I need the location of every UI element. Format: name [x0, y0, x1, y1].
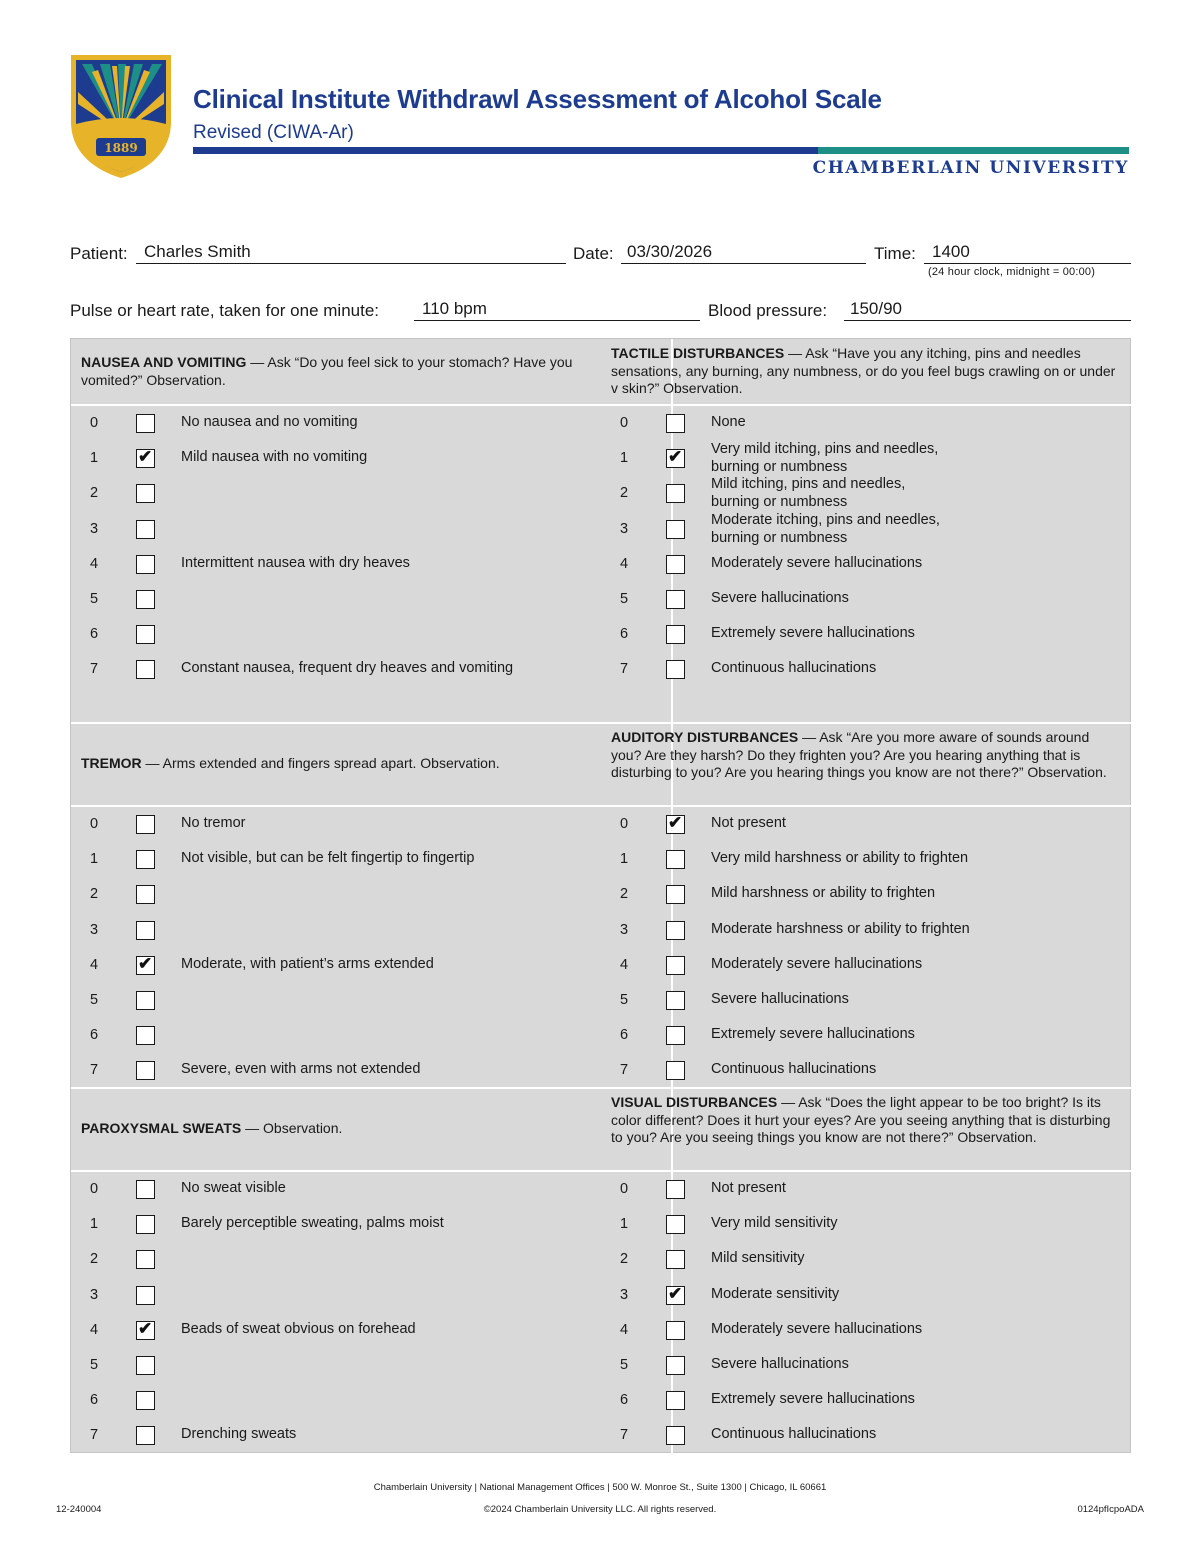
description-line: Drenching sweats [181, 1426, 297, 1443]
score-number: 5 [619, 1357, 629, 1373]
description-line: Moderate itching, pins and needles, [711, 511, 940, 528]
score-description [181, 1320, 416, 1338]
description-line: Moderate sensitivity [711, 1285, 840, 1302]
score-description [711, 955, 922, 973]
section-prompt: — Observation. [241, 1120, 343, 1137]
score-description [711, 1355, 849, 1373]
score-row [614, 1355, 1114, 1385]
description-line: Extremely severe hallucinations [711, 1391, 915, 1408]
score-number: 6 [619, 626, 629, 643]
score-row [84, 448, 584, 478]
description-line-2: burning or numbness [711, 459, 848, 476]
footer-doc-code: 0124pfIcpoADA [1077, 1504, 1144, 1515]
form-subtitle: Revised (CIWA-Ar) [193, 122, 354, 143]
description-line: Continuous hallucinations [711, 660, 877, 677]
score-number: 6 [619, 1392, 629, 1409]
section-title: AUDITORY DISTURBANCES [611, 729, 799, 745]
score-checkbox[interactable] [136, 815, 155, 834]
score-row [614, 476, 1114, 513]
description-line: Severe hallucinations [711, 590, 849, 606]
score-description [711, 554, 922, 572]
description-line: Mild itching, pins and needles, [711, 476, 906, 493]
score-number: 3 [89, 1286, 99, 1303]
date-field[interactable] [573, 240, 866, 264]
score-description [711, 884, 935, 902]
score-checkbox[interactable] [136, 520, 155, 539]
score-checkbox[interactable] [666, 1026, 685, 1045]
score-description [181, 1425, 296, 1443]
checkmark-icon: ✔ [668, 1283, 683, 1303]
score-number: 1 [619, 450, 629, 467]
score-number: 7 [619, 1427, 629, 1444]
header-rule-teal [818, 147, 1129, 154]
score-number: 2 [89, 1251, 99, 1268]
score-checkbox[interactable] [666, 885, 685, 904]
score-number: 0 [619, 816, 629, 832]
patient-label: Patient: [70, 244, 128, 263]
score-row [614, 659, 1114, 689]
score-row [84, 624, 584, 654]
score-number: 7 [619, 661, 629, 678]
score-row [84, 659, 584, 689]
score-row [614, 1179, 1114, 1209]
score-checkbox[interactable] [666, 590, 685, 609]
description-line: Severe hallucinations [711, 1356, 849, 1372]
section-title: VISUAL DISTURBANCES [611, 1094, 778, 1110]
description-line: Severe hallucinations [711, 991, 849, 1007]
footer-copyright: ©2024 Chamberlain University LLC. All rights reserved. [483, 1504, 717, 1515]
section-header-auditory [611, 729, 1116, 782]
score-row [614, 1214, 1114, 1244]
pulse-field[interactable] [70, 297, 700, 321]
score-number: 4 [619, 1321, 629, 1338]
score-checkbox[interactable] [136, 625, 155, 644]
description-line: Very mild itching, pins and needles, [711, 441, 939, 458]
section-title: TREMOR [81, 755, 142, 772]
score-number: 3 [89, 520, 99, 537]
score-number: 1 [89, 450, 99, 467]
checkmark-icon: ✔ [138, 953, 153, 973]
description-line: Severe, even with arms not extended [181, 1061, 421, 1078]
section-title: TACTILE DISTURBANCES [611, 345, 785, 362]
score-description [711, 659, 876, 677]
description-line: Moderate harshness or ability to frighten [711, 920, 970, 937]
description-line: None [711, 414, 746, 430]
checkmark-icon: ✔ [668, 447, 683, 467]
score-number: 4 [619, 956, 629, 973]
description-line: Mild nausea with no vomiting [181, 449, 368, 466]
score-checkbox[interactable] [666, 484, 685, 503]
score-checkbox[interactable] [136, 1391, 155, 1410]
date-label: Date: [573, 244, 614, 263]
header-divider [71, 805, 1132, 807]
score-checkbox[interactable] [136, 953, 155, 975]
score-description [711, 990, 849, 1008]
score-row [614, 884, 1114, 914]
score-checkbox[interactable] [666, 1426, 685, 1445]
time-label: Time: [874, 244, 916, 263]
score-row [614, 413, 1114, 443]
score-row [614, 990, 1114, 1020]
score-description [711, 849, 968, 867]
score-number: 3 [89, 921, 99, 938]
score-row [614, 511, 1114, 549]
score-checkbox[interactable] [666, 1250, 685, 1269]
score-number: 6 [89, 1027, 99, 1044]
score-row [84, 554, 584, 584]
score-description [181, 1214, 444, 1232]
university-name: CHAMBERLAIN UNIVERSITY [812, 158, 1129, 178]
university-crest-logo [68, 52, 174, 180]
score-checkbox[interactable] [666, 921, 685, 940]
score-description [711, 511, 940, 547]
score-number: 7 [89, 661, 99, 678]
score-checkbox[interactable] [136, 555, 155, 574]
checkmark-icon: ✔ [668, 813, 683, 832]
bp-label: Blood pressure: [708, 301, 828, 320]
score-row [84, 1285, 584, 1315]
score-row [614, 955, 1114, 985]
description-line: Moderately severe hallucinations [711, 554, 923, 571]
description-line: Not visible, but can be felt fingertip to fingertip [181, 850, 475, 867]
score-checkbox[interactable] [666, 815, 685, 834]
score-row [84, 1214, 584, 1244]
description-line: Moderately severe hallucinations [711, 1320, 923, 1337]
score-row [84, 589, 584, 619]
score-checkbox[interactable] [666, 1391, 685, 1410]
score-checkbox[interactable] [136, 1426, 155, 1445]
score-checkbox[interactable] [136, 590, 155, 609]
description-line: No nausea and no vomiting [181, 414, 358, 430]
score-row [84, 1179, 584, 1209]
score-row [84, 519, 584, 549]
score-description [711, 1179, 786, 1197]
score-number: 5 [89, 591, 99, 607]
score-checkbox[interactable] [666, 1283, 685, 1305]
score-checkbox[interactable] [136, 1286, 155, 1305]
section-header-nausea [81, 354, 591, 389]
description-line: Very mild sensitivity [711, 1215, 838, 1232]
description-line: Moderately severe hallucinations [711, 955, 923, 972]
score-row [614, 849, 1114, 879]
bp-field[interactable] [708, 297, 1131, 321]
checkmark-icon: ✔ [138, 447, 153, 467]
score-number: 4 [89, 956, 99, 973]
score-row [614, 1249, 1114, 1279]
section-header-tremor [81, 755, 591, 773]
footer-address: Chamberlain University | National Management Offices | 500 W. Monroe St., Suite 1300 | Chicago, IL 60661 [373, 1482, 827, 1493]
score-row [614, 1025, 1114, 1055]
score-number: 1 [89, 851, 99, 868]
score-checkbox[interactable] [136, 1026, 155, 1045]
score-row [614, 1320, 1114, 1350]
score-row [614, 441, 1114, 478]
score-description [711, 475, 905, 511]
score-number: 1 [619, 851, 629, 868]
description-line: Barely perceptible sweating, palms moist [181, 1215, 444, 1232]
score-number: 1 [619, 1216, 629, 1233]
bp-value[interactable]: 150/90 [850, 299, 902, 318]
score-description [181, 1179, 286, 1197]
score-number: 6 [89, 1392, 99, 1409]
score-description [711, 589, 849, 607]
score-number: 2 [619, 886, 629, 903]
section-header-sweats [81, 1120, 591, 1138]
score-number: 4 [89, 555, 99, 572]
description-line: Not present [711, 1180, 786, 1196]
score-description [181, 448, 367, 466]
score-number: 2 [89, 886, 99, 903]
score-number: 7 [89, 1427, 99, 1444]
description-line: Continuous hallucinations [711, 1061, 877, 1078]
score-checkbox[interactable] [136, 1180, 155, 1199]
score-checkbox[interactable] [666, 625, 685, 644]
score-number: 6 [619, 1027, 629, 1044]
score-row [84, 990, 584, 1020]
description-line: Mild harshness or ability to frighten [711, 885, 936, 902]
score-row [84, 920, 584, 950]
score-number: 0 [89, 816, 99, 832]
score-description [711, 920, 970, 938]
score-row [84, 1060, 584, 1090]
score-checkbox[interactable] [136, 1356, 155, 1375]
patient-field[interactable] [70, 240, 566, 264]
description-line: No tremor [181, 815, 246, 831]
score-number: 7 [89, 1062, 99, 1079]
assessment-grid [70, 338, 1131, 1453]
description-line: Mild sensitivity [711, 1250, 805, 1267]
header-divider [71, 1170, 1132, 1172]
score-checkbox[interactable] [136, 991, 155, 1010]
score-row [84, 884, 584, 914]
score-checkbox[interactable] [136, 449, 155, 468]
score-row [614, 1285, 1114, 1315]
score-number: 4 [89, 1321, 99, 1338]
score-description [711, 1214, 838, 1232]
score-row [84, 814, 584, 844]
score-number: 0 [619, 1181, 629, 1197]
section-prompt: — Ask “Are you more aware of sounds around you? Are they harsh? Do they frighten you? Are you hearing anything that is disturbing to you? Are you hearing things you know are not there?” Observation. [611, 729, 1107, 780]
score-description [711, 1425, 876, 1443]
score-description [711, 1025, 915, 1043]
section-prompt: — Ask “Do you feel sick to your stomach? Have you vomited?” Observation. [81, 354, 573, 388]
score-description [181, 849, 474, 867]
description-line: Moderate, with patient’s arms extended [181, 955, 434, 972]
time-format-note: (24 hour clock, midnight = 00:00) [928, 266, 1096, 278]
score-description [711, 1390, 915, 1408]
pulse-value[interactable]: 110 bpm [422, 299, 487, 318]
score-row [614, 554, 1114, 584]
score-number: 2 [619, 1251, 629, 1268]
score-checkbox[interactable] [666, 1321, 685, 1340]
form-title: Clinical Institute Withdrawl Assessment of Alcohol Scale [193, 84, 882, 114]
section-divider [71, 1087, 1132, 1089]
score-number: 5 [619, 992, 629, 1008]
section-prompt: — Arms extended and fingers spread apart. Observation. [141, 755, 500, 772]
footer-form-code: 12-240004 [56, 1504, 102, 1515]
description-line-2: burning or numbness [711, 529, 848, 546]
score-number: 0 [89, 1181, 99, 1197]
score-row [614, 920, 1114, 950]
description-line: Continuous hallucinations [711, 1426, 877, 1443]
score-row [84, 1355, 584, 1385]
time-value[interactable]: 1400 [932, 242, 970, 261]
score-row [614, 1390, 1114, 1420]
section-title: NAUSEA AND VOMITING [81, 354, 247, 370]
score-checkbox[interactable] [136, 921, 155, 940]
score-number: 0 [619, 415, 629, 431]
score-checkbox[interactable] [666, 956, 685, 975]
score-checkbox[interactable] [136, 1318, 155, 1340]
score-description [711, 413, 746, 431]
score-number: 0 [89, 415, 99, 431]
section-title: PAROXYSMAL SWEATS [81, 1120, 242, 1137]
section-divider [71, 722, 1132, 724]
section-prompt: — Ask “Have you any itching, pins and needles sensations, any burning, any numbness, or do you feel bugs crawling on or under v skin?” Observation. [611, 345, 1116, 397]
score-number: 7 [619, 1062, 629, 1079]
score-checkbox[interactable] [666, 414, 685, 433]
crest-year: 1889 [104, 141, 138, 155]
score-description [181, 554, 410, 572]
score-checkbox[interactable] [666, 449, 685, 468]
score-description [181, 955, 434, 973]
score-checkbox[interactable] [666, 1061, 685, 1080]
score-checkbox[interactable] [136, 850, 155, 869]
pulse-label: Pulse or heart rate, taken for one minute: [70, 301, 380, 320]
score-number: 6 [89, 626, 99, 643]
score-row [84, 1390, 584, 1420]
section-header-visual [611, 1094, 1116, 1147]
score-number: 2 [619, 485, 629, 502]
score-description [181, 1060, 420, 1078]
header-rule-navy [193, 147, 818, 154]
score-checkbox[interactable] [666, 555, 685, 574]
score-checkbox[interactable] [136, 885, 155, 904]
score-row [84, 1425, 584, 1455]
header-divider [71, 404, 1132, 406]
score-row [84, 483, 584, 513]
score-checkbox[interactable] [136, 1250, 155, 1269]
score-description [711, 1249, 804, 1267]
description-line: Intermittent nausea with dry heaves [181, 554, 410, 571]
score-row [84, 1320, 584, 1350]
date-value[interactable]: 03/30/2026 [627, 242, 713, 261]
score-checkbox[interactable] [136, 1061, 155, 1080]
score-number: 4 [619, 555, 629, 572]
score-checkbox[interactable] [666, 991, 685, 1010]
score-number: 1 [89, 1216, 99, 1233]
score-checkbox[interactable] [666, 1180, 685, 1199]
score-row [84, 849, 584, 879]
score-description [181, 659, 513, 677]
description-line: Very mild harshness or ability to frighten [711, 850, 969, 867]
score-checkbox[interactable] [136, 484, 155, 503]
patient-value[interactable]: Charles Smith [144, 242, 251, 261]
score-checkbox[interactable] [136, 660, 155, 679]
score-number: 5 [619, 591, 629, 607]
score-row [614, 589, 1114, 619]
score-checkbox[interactable] [136, 414, 155, 433]
score-checkbox[interactable] [666, 520, 685, 539]
section-header-tactile [611, 345, 1116, 398]
checkmark-icon: ✔ [138, 1318, 153, 1338]
description-line: Extremely severe hallucinations [711, 625, 915, 642]
score-description [711, 1320, 922, 1338]
score-number: 3 [619, 1286, 629, 1303]
score-checkbox[interactable] [666, 1215, 685, 1234]
score-number: 5 [89, 992, 99, 1008]
score-checkbox[interactable] [666, 1356, 685, 1375]
score-row [614, 624, 1114, 654]
description-line: No sweat visible [181, 1180, 286, 1196]
section-prompt: — Ask “Does the light appear to be too bright? Is its color different? Does it hurt your eyes? Are you seeing anything that is disturbing to you? Are you seeing things you know are not there?” Observation. [611, 1094, 1111, 1145]
score-number: 3 [619, 921, 629, 938]
score-description [711, 1285, 839, 1303]
score-row [614, 1425, 1114, 1455]
score-checkbox[interactable] [136, 1215, 155, 1234]
score-row [84, 1025, 584, 1055]
description-line: Extremely severe hallucinations [711, 1026, 915, 1043]
score-number: 2 [89, 485, 99, 502]
score-row [84, 413, 584, 443]
time-field[interactable] [874, 240, 1131, 264]
score-description [711, 624, 915, 642]
score-row [614, 814, 1114, 844]
score-description [181, 413, 358, 431]
score-description [181, 814, 245, 832]
score-checkbox[interactable] [666, 660, 685, 679]
score-description [711, 814, 786, 832]
score-number: 5 [89, 1357, 99, 1373]
description-line: Beads of sweat obvious on forehead [181, 1320, 416, 1337]
score-number: 3 [619, 520, 629, 537]
score-description [711, 1060, 876, 1078]
description-line: Not present [711, 815, 786, 831]
description-line: Constant nausea, frequent dry heaves and vomiting [181, 660, 514, 677]
score-row [84, 1249, 584, 1279]
score-row [614, 1060, 1114, 1090]
score-row [84, 955, 584, 985]
description-line-2: burning or numbness [711, 494, 848, 511]
score-description [711, 440, 938, 476]
score-checkbox[interactable] [666, 850, 685, 869]
